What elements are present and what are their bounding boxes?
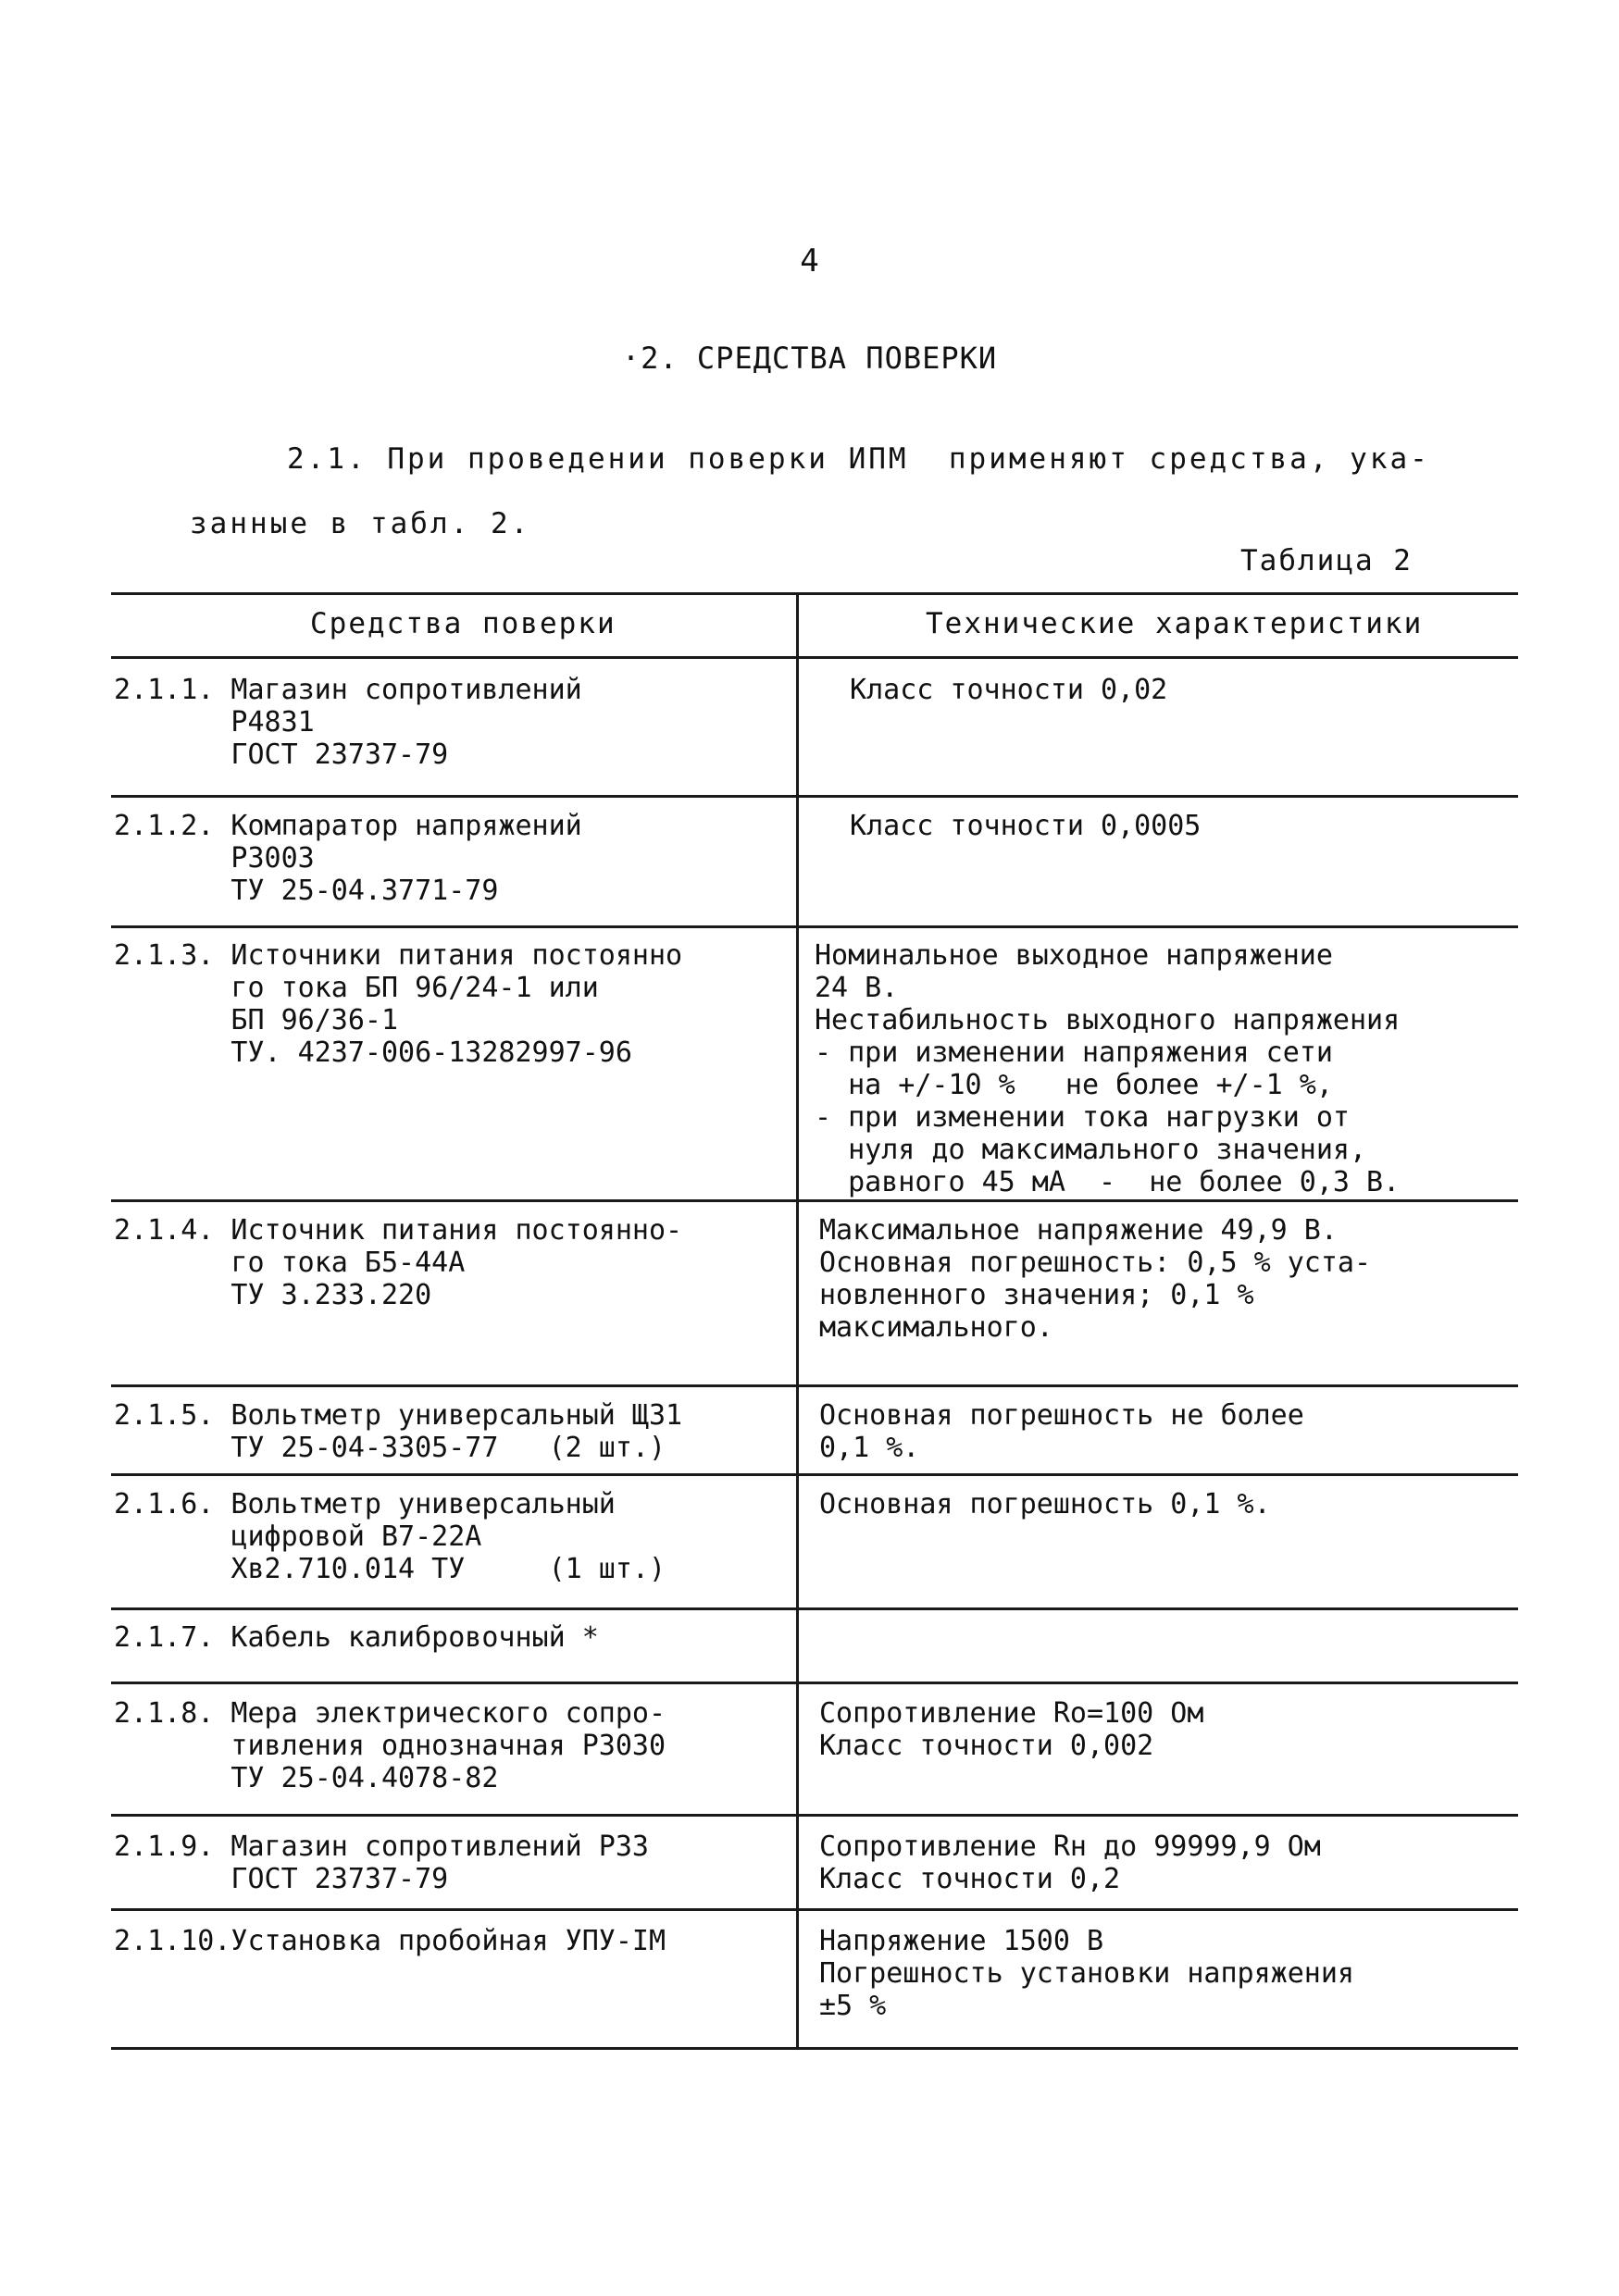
table-row-4-tool: 2.1.4. Источник питания постоянно- го тока Б5-44А ТУ 3.233.220 — [114, 1214, 683, 1311]
table-row-10-spec: Напряжение 1500 В Погрешность установки напряжения ±5 % — [819, 1925, 1354, 2022]
table-row-3-tool: 2.1.3. Источники питания постоянно го тока БП 96/24-1 или БП 96/36-1 ТУ. 4237-006-13282997-96 — [114, 939, 683, 1069]
table-row-divider — [111, 1199, 1518, 1202]
table-row-divider — [111, 925, 1518, 928]
section-heading: ·2. СРЕДСТВА ПОВЕРКИ — [621, 341, 998, 376]
table-row-2-spec: Класс точности 0,0005 — [833, 810, 1202, 842]
table-row-1-tool: 2.1.1. Магазин сопротивлений Р4831 ГОСТ 23737-79 — [114, 674, 582, 771]
table-row-5-spec: Основная погрешность не более 0,1 %. — [819, 1399, 1304, 1464]
table-row-divider — [111, 1814, 1518, 1817]
table-row-divider — [111, 1473, 1518, 1476]
table-header-tools: Средства поверки — [310, 607, 616, 640]
table-row-5-tool: 2.1.5. Вольтметр универсальный Щ31 ТУ 25-04-3305-77 (2 шт.) — [114, 1399, 683, 1464]
table-row-3-spec: Номинальное выходное напряжение 24 В. Нестабильность выходного напряжения - при изменении напряжения сети на +/-10 % не более +/-1 %, - при изменении тока нагрузки от нуля до максимального значения, равного 45 мА - не более 0,3 В. — [815, 939, 1401, 1198]
table-rule-top — [111, 592, 1518, 595]
table-row-divider — [111, 1682, 1518, 1684]
page-number: 4 — [800, 242, 819, 279]
table-row-1-spec: Класс точности 0,02 — [833, 674, 1168, 706]
intro-paragraph-line-2: занные в табл. 2. — [190, 507, 531, 540]
table-row-10-tool: 2.1.10.Установка пробойная УПУ-IМ — [114, 1925, 666, 1957]
intro-paragraph-line-1: 2.1. При проведении поверки ИПМ применяют средства, ука- — [287, 442, 1430, 476]
table-row-6-tool: 2.1.6. Вольтметр универсальный цифровой В7-22А Хв2.710.014 ТУ (1 шт.) — [114, 1488, 666, 1585]
table-row-8-tool: 2.1.8. Мера электрического сопро- тивления однозначная Р3030 ТУ 25-04.4078-82 — [114, 1697, 666, 1794]
table-row-9-tool: 2.1.9. Магазин сопротивлений Р33 ГОСТ 23737-79 — [114, 1831, 649, 1895]
table-row-2-tool: 2.1.2. Компаратор напряжений Р3003 ТУ 25-04.3771-79 — [114, 810, 582, 907]
table-row-8-spec: Сопротивление Ro=100 Ом Класс точности 0,002 — [819, 1697, 1204, 1762]
table-row-4-spec: Максимальное напряжение 49,9 В. Основная погрешность: 0,5 % уста- новленного значения; 0,1 % максимального. — [819, 1214, 1372, 1344]
table-row-7-tool: 2.1.7. Кабель калибровочный * — [114, 1621, 599, 1654]
table-row-divider — [111, 1384, 1518, 1387]
table-rule-header — [111, 656, 1518, 659]
table-column-divider — [796, 592, 799, 2050]
table-row-divider — [111, 1908, 1518, 1911]
table-row-divider — [111, 1607, 1518, 1610]
table-row-6-spec: Основная погрешность 0,1 %. — [819, 1488, 1271, 1520]
table-row-divider — [111, 795, 1518, 798]
table-header-specs: Технические характеристики — [926, 607, 1424, 640]
table-row-9-spec: Сопротивление Rн до 99999,9 Ом Класс точности 0,2 — [819, 1831, 1321, 1895]
table-caption: Таблица 2 — [1240, 544, 1413, 577]
table-rule-bottom — [111, 2047, 1518, 2050]
